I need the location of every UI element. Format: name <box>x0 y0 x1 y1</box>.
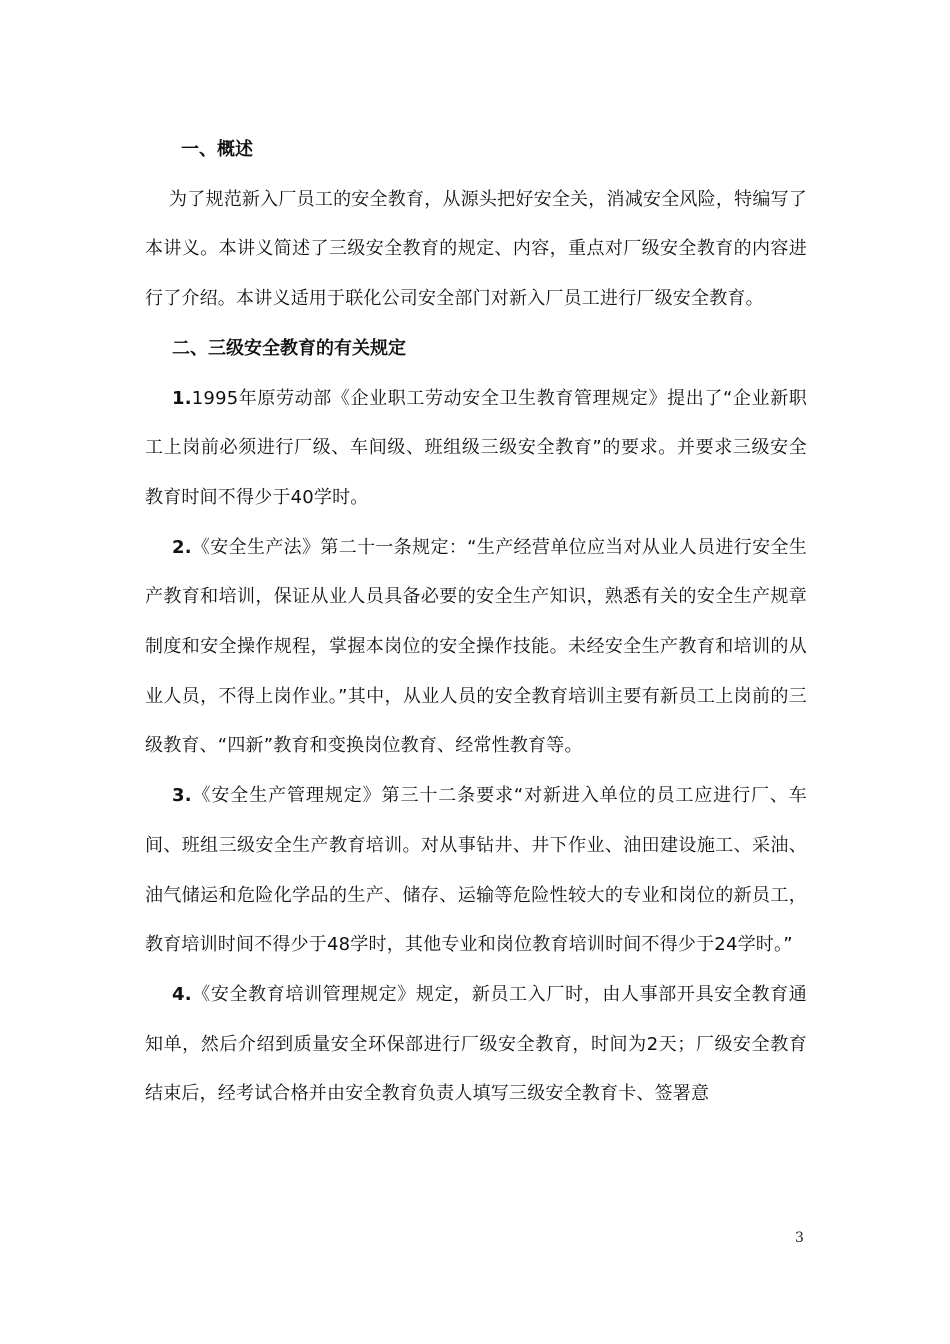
page-number: 3 <box>795 1230 804 1246</box>
item-text: 《安全生产法》第二十一条规定：“生产经营单位应当对从业人员进行安全生产教育和培训，保证从业人员具备必要的安全生产知识，熟悉有关的安全生产规章制度和安全操作规程，掌握本岗位的安全操作技能。未经安全生产教育和培训的从业人员，不得上岗作业。”其中，从业人员的安全教育培训主要有新员工上岗前的三级教育、“四新”教育和变换岗位教育、经常性教育等。 <box>145 536 807 757</box>
regulation-item-3 <box>145 771 807 970</box>
item-text: 《安全生产管理规定》第三十二条要求“对新进入单位的员工应进行厂、车间、班组三级安全生产教育培训。对从事钻井、井下作业、油田建设施工、采油、油气储运和危险化学品的生产、储存、运输等危险性较大的专业和岗位的新员工，教育培训时间不得少于48学时，其他专业和岗位教育培训时间不得少于24学时。” <box>145 785 807 956</box>
item-number: 4. <box>172 983 192 1005</box>
item-number: 1. <box>172 387 192 409</box>
regulation-item-1 <box>145 374 807 523</box>
section-heading-regulations: 二、三级安全教育的有关规定 <box>172 337 406 359</box>
document-body <box>145 125 807 1119</box>
regulation-item-4 <box>145 970 807 1119</box>
item-number: 3. <box>172 785 192 807</box>
item-text: 1995年原劳动部《企业职工劳动安全卫生教育管理规定》提出了“企业新职工上岗前必须进行厂级、车间级、班组级三级安全教育”的要求。并要求三级安全教育时间不得少于40学时。 <box>145 387 807 508</box>
item-text: 《安全教育培训管理规定》规定，新员工入厂时，由人事部开具安全教育通知单，然后介绍到质量安全环保部进行厂级安全教育，时间为2天；厂级安全教育结束后，经考试合格并由安全教育负责人填写三级安全教育卡、签署意 <box>145 983 807 1105</box>
item-number: 2. <box>172 536 192 558</box>
section-heading-overview: 一、概述 <box>181 139 253 160</box>
regulation-item-2 <box>145 523 807 772</box>
overview-paragraph: 为了规范新入厂员工的安全教育，从源头把好安全关，消减安全风险，特编写了本讲义。本讲义简述了三级安全教育的规定、内容，重点对厂级安全教育的内容进行了介绍。本讲义适用于联化公司安全部门对新入厂员工进行厂级安全教育。 <box>145 188 807 310</box>
